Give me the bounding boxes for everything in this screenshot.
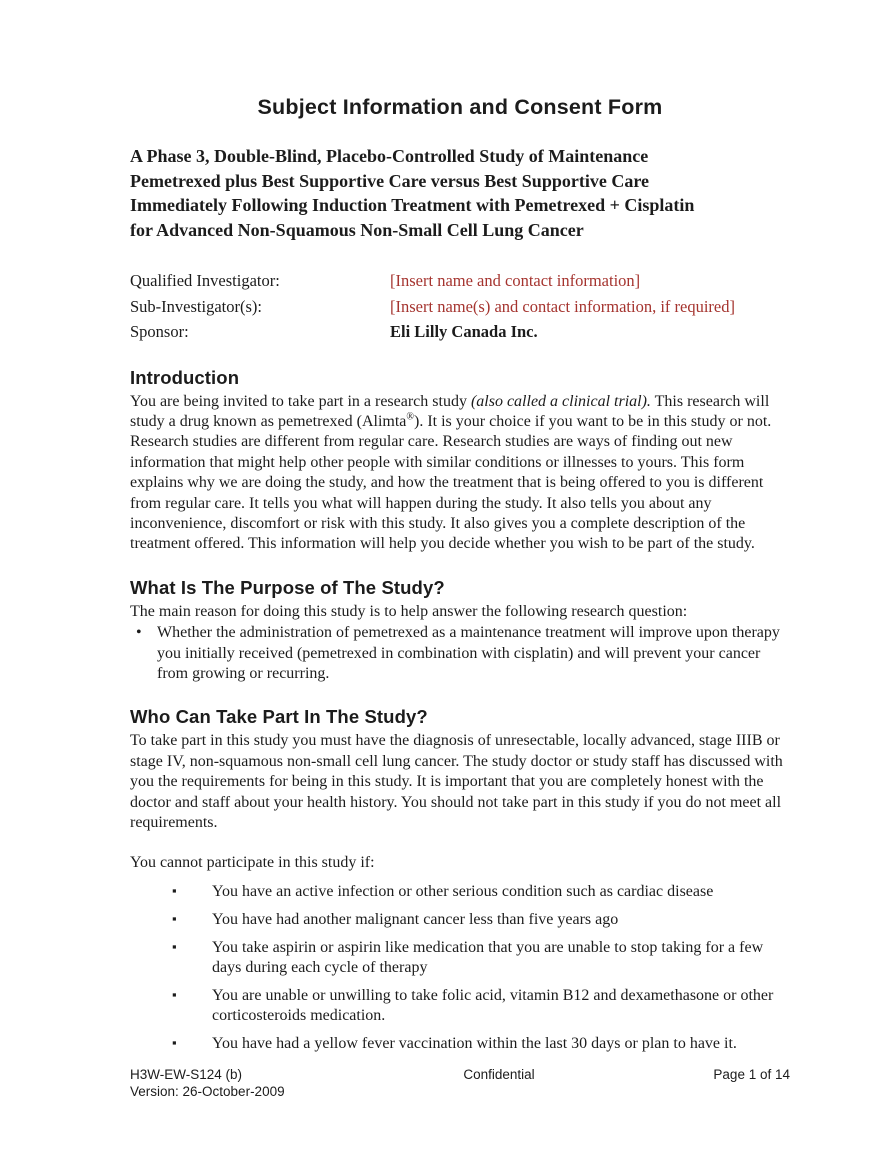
qualified-investigator-row — [130, 268, 790, 294]
registered-trademark-symbol: ® — [406, 411, 414, 423]
qualified-investigator-value: [Insert name and contact information] — [390, 271, 641, 290]
investigator-table — [130, 268, 790, 345]
who-paragraph: To take part in this study you must have the diagnosis of unresectable, locally advanced, stage IIIB or stage IV, non-squamous non-small cell lung cancer. The study doctor or study staff has discussed with you the requirements for being in this study. It is important that you are completely honest with the doctor and staff about your health history. You should not take part in this study if you do not meet all requirements. — [130, 732, 783, 831]
qualified-investigator-label: Qualified Investigator: — [130, 271, 280, 290]
document-title: Subject Information and Consent Form — [257, 95, 663, 119]
purpose-intro-line: The main reason for doing this study is to help answer the following research question: — [130, 602, 688, 620]
sub-investigator-value: [Insert name(s) and contact information, if required] — [390, 296, 735, 316]
introduction-paragraph — [130, 392, 790, 555]
who-heading: Who Can Take Part In The Study? — [130, 706, 428, 728]
purpose-bullet-item: • Whether the administration of pemetrexed as a maintenance treatment will improve upon therapy you initially received (pemetrexed in combination with cisplatin) and will prevent your cancer from growing or recurring. — [130, 623, 790, 684]
footer-document-id — [130, 1066, 285, 1100]
intro-text-mid: This research will study a drug known as pemetrexed (Alimta — [130, 392, 770, 430]
sponsor-label: Sponsor: — [130, 322, 189, 341]
purpose-bullet-list — [130, 623, 790, 684]
footer-page-number: Page 1 of 14 — [713, 1067, 790, 1082]
footer-confidential-label: Confidential — [463, 1067, 535, 1082]
intro-text-start: You are being invited to take part in a research study — [130, 392, 471, 410]
sponsor-value: Eli Lilly Canada Inc. — [390, 322, 538, 341]
study-title — [130, 144, 790, 242]
study-title-line-1: A Phase 3, Double-Blind, Placebo-Controlled Study of Maintenance — [130, 146, 649, 166]
exclusion-item-yellow-fever: ▪ You have had a yellow fever vaccination within the last 30 days or plan to have it. — [130, 1034, 790, 1054]
footer-version: Version: 26-October-2009 — [130, 1084, 285, 1099]
study-title-line-3: Immediately Following Induction Treatment with Pemetrexed + Cisplatin — [130, 195, 695, 215]
sub-investigator-row — [130, 294, 790, 320]
purpose-heading: What Is The Purpose of The Study? — [130, 576, 445, 598]
page-footer — [130, 1066, 790, 1100]
intro-text-italic: (also called a clinical trial). — [470, 392, 651, 410]
study-title-line-4: for Advanced Non-Squamous Non-Small Cell Lung Cancer — [130, 219, 584, 240]
exclusion-item-folic-acid: ▪ You are unable or unwilling to take folic acid, vitamin B12 and dexamethasone or other corticosteroids medication. — [130, 986, 790, 1027]
footer-doc-code: H3W-EW-S124 (b) — [130, 1067, 243, 1082]
exclusion-item-aspirin: ▪ You take aspirin or aspirin like medication that you are unable to stop taking for a few days during each cycle of therapy — [130, 938, 790, 979]
exclusion-item-malignant-cancer: ▪ You have had another malignant cancer less than five years ago — [130, 910, 790, 930]
sub-investigator-label: Sub-Investigator(s): — [130, 296, 262, 316]
introduction-heading: Introduction — [130, 366, 240, 388]
exclusion-item-infection: ▪ You have an active infection or other serious condition such as cardiac disease — [130, 882, 790, 902]
cannot-participate-intro: You cannot participate in this study if: — [130, 854, 375, 872]
exclusion-list — [130, 882, 790, 1055]
study-title-line-2: Pemetrexed plus Best Supportive Care versus Best Supportive Care — [130, 170, 649, 191]
sponsor-row — [130, 319, 790, 345]
intro-text-end: ). It is your choice if you want to be in this study or not. Research studies are different from regular care. Research studies are ways of finding out new information that might help other people with similar conditions or illnesses to yours. This form explains why we are doing the study, and how the treatment that is being offered to you is different from regular care. It tells you what will happen during the study. It also tells you about any inconvenience, discomfort or risk with this study. It also gives you a complete description of the treatment offered. This information will help you decide whether you wish to be part of the study. — [130, 412, 772, 553]
